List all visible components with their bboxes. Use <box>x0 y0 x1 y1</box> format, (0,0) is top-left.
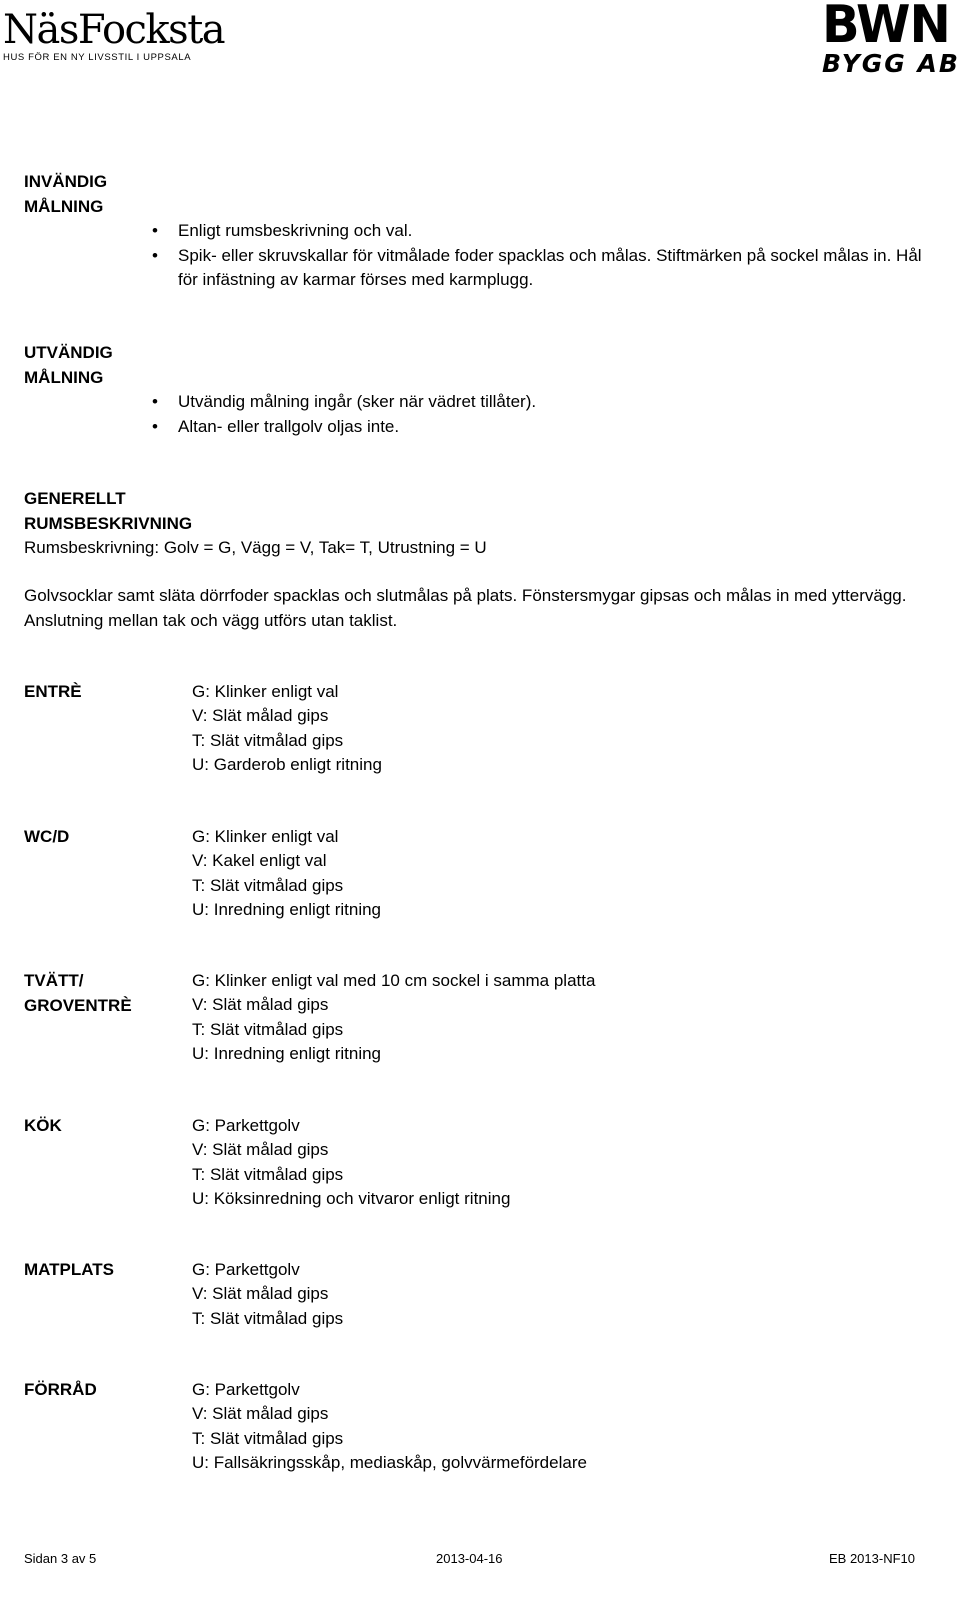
bullet-icon: • <box>152 416 158 436</box>
spec-line: G: Klinker enligt val med 10 cm sockel i samma platta <box>192 971 596 990</box>
section-heading-utvandig <box>24 341 113 390</box>
spec-line: U: Fallsäkringsskåp, mediaskåp, golvvärmefördelare <box>192 1453 587 1473</box>
spec-line: V: Kakel enligt val <box>192 851 327 871</box>
bullet-icon: • <box>152 245 158 265</box>
spec-line: G: Parkettgolv <box>192 1116 300 1135</box>
section-heading-invandig <box>24 170 107 219</box>
room-specs-wc <box>192 825 381 923</box>
room-specs-entre <box>192 680 382 778</box>
spec-line: T: Slät vitmålad gips <box>192 1428 344 1448</box>
spec-line: G: Parkettgolv <box>192 1260 300 1279</box>
spec-line: T: Slät vitmålad gips <box>192 1308 344 1328</box>
room-name-tvatt: TVÄTT/ GROVENTRÈ <box>24 971 132 1015</box>
list-item <box>152 415 942 440</box>
spec-line: V: Slät målad gips <box>192 1140 329 1160</box>
logo-tagline: HUS FÖR EN NY LIVSSTIL I UPPSALA <box>3 52 192 63</box>
nasfocksta-logo <box>3 7 225 63</box>
bwn-bygg-logo <box>822 0 960 78</box>
bwn-logo-bottom: BYGG AB <box>822 49 960 78</box>
spec-line: V: Slät målad gips <box>192 706 329 726</box>
room-name-kok: KÖK <box>24 1116 62 1135</box>
spec-line: T: Slät vitmålad gips <box>192 875 344 895</box>
spec-line: G: Klinker enligt val <box>192 827 339 846</box>
spec-line: T: Slät vitmålad gips <box>192 1019 344 1039</box>
list-item-text: Utvändig målning ingår (sker när vädret tillåter). <box>178 392 537 411</box>
list-item-text: Enligt rumsbeskrivning och val. <box>178 221 413 240</box>
room-name-matplats: MATPLATS <box>24 1260 115 1279</box>
bullet-list-invandig <box>152 219 942 293</box>
general-paragraph: Golvsocklar samt släta dörrfoder spacklas och slutmålas på plats. Fönstersmygar gipsas och målas in med yttervägg. Anslutning mellan tak och vägg utförs utan taklist. <box>24 586 907 630</box>
bullet-icon: • <box>152 392 158 411</box>
list-item <box>152 244 942 293</box>
room-specs-tvatt <box>192 969 595 1067</box>
bullet-list-utvandig <box>152 390 942 439</box>
footer-page-number: Sidan 3 av 5 <box>24 1551 97 1566</box>
list-item-text: Spik- eller skruvskallar för vitmålade foder spacklas och målas. Stiftmärken på sockel målas in. Hål för infästning av karmar förses med karmplugg. <box>178 245 922 290</box>
spec-line: V: Slät målad gips <box>192 1404 329 1424</box>
heading-line: INVÄNDIG <box>24 172 108 191</box>
room-specs-matplats <box>192 1258 343 1331</box>
spec-line: U: Garderob enligt ritning <box>192 755 382 775</box>
footer-doc-id: EB 2013-NF10 <box>829 1551 915 1566</box>
spec-line: U: Köksinredning och vitvaror enligt ritning <box>192 1189 511 1209</box>
room-name-forrad: FÖRRÅD <box>24 1380 97 1399</box>
spec-line: U: Inredning enligt ritning <box>192 1044 382 1064</box>
bullet-icon: • <box>152 221 158 240</box>
heading-line: MÅLNING <box>24 196 104 216</box>
list-item <box>152 390 942 415</box>
spec-line: U: Inredning enligt ritning <box>192 900 382 920</box>
bwn-logo-top: BWN <box>822 0 950 55</box>
spec-line: V: Slät målad gips <box>192 1284 329 1304</box>
spec-line: G: Klinker enligt val <box>192 682 339 701</box>
spec-line: G: Parkettgolv <box>192 1380 300 1399</box>
heading-line: UTVÄNDIG <box>24 343 113 362</box>
heading-line: GENERELLT <box>24 489 126 508</box>
room-name-entre: ENTRÈ <box>24 682 82 701</box>
list-item-text: Altan- eller trallgolv oljas inte. <box>178 416 400 436</box>
list-item <box>152 219 942 244</box>
heading-line: MÅLNING <box>24 367 104 387</box>
logo-wordmark: NäsFocksta <box>3 7 225 53</box>
heading-line: RUMSBESKRIVNING <box>24 513 193 533</box>
spec-line: T: Slät vitmålad gips <box>192 1164 344 1184</box>
rumsbeskrivning-legend: Rumsbeskrivning: Golv = G, Vägg = V, Tak= T, Utrustning = U <box>24 538 487 557</box>
section-heading-generellt <box>24 487 192 536</box>
room-name-wc: WC/D <box>24 827 70 846</box>
spec-line: V: Slät målad gips <box>192 995 329 1015</box>
room-specs-forrad <box>192 1378 587 1476</box>
spec-line: T: Slät vitmålad gips <box>192 730 344 750</box>
room-specs-kok <box>192 1114 510 1212</box>
footer-date: 2013-04-16 <box>436 1551 503 1566</box>
